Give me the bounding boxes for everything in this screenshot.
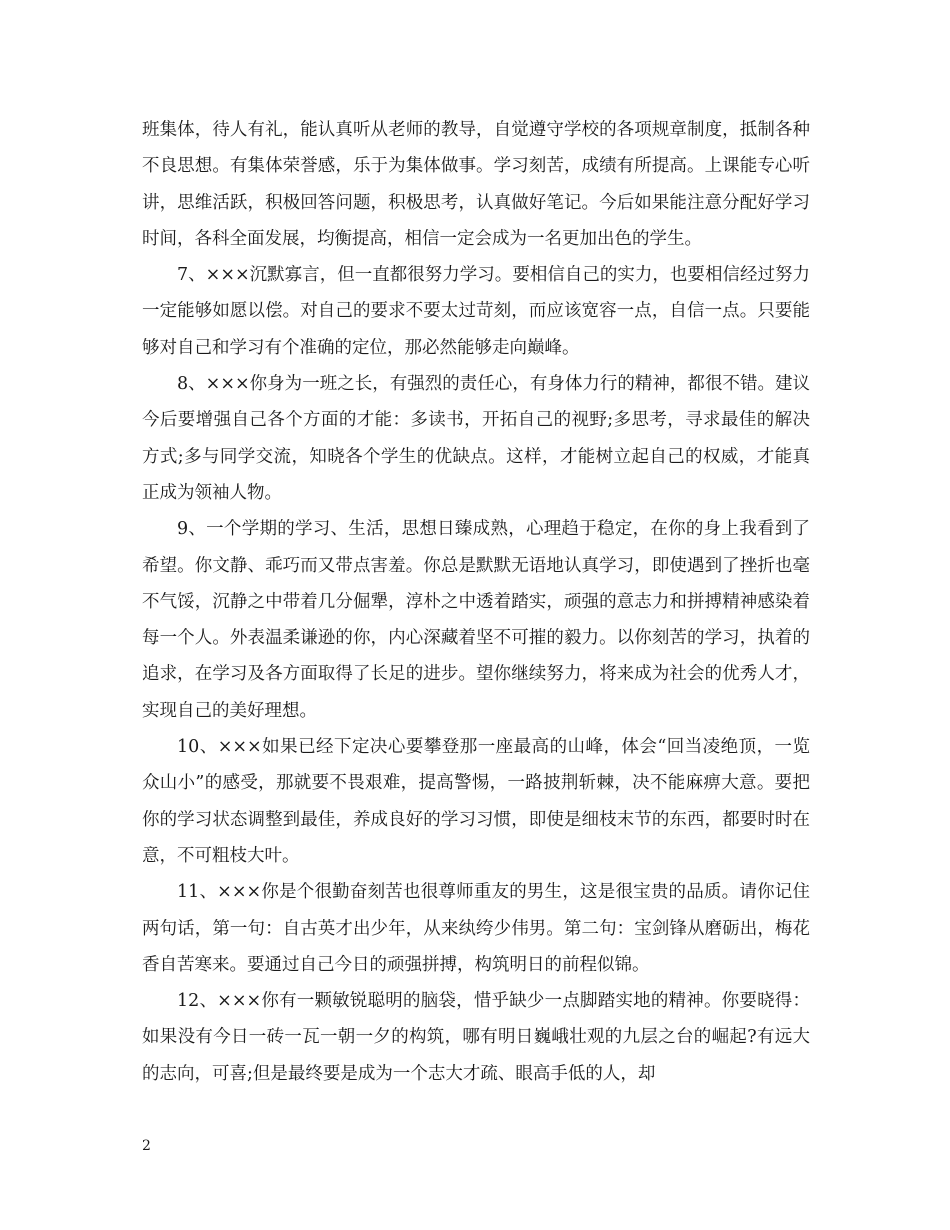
paragraph-9: 9、一个学期的学习、生活，思想日臻成熟，心理趋于稳定，在你的身上我看到了希望。你文静、乖巧而又带点害羞。你总是默默无语地认真学习，即使遇到了挫折也毫不气馁，沉静之中带着几分倔犟，淳朴之中透着踏实，顽强的意志力和拼搏精神感染着每一个人。外表温柔谦逊的你，内心深藏着坚不可摧的毅力。以你刻苦的学习，执着的追求，在学习及各方面取得了长足的进步。望你继续努力，将来成为社会的优秀人才，实现自己的美好理想。 [142,519,810,721]
paragraph-7: 7、×××沉默寡言，但一直都很努力学习。要相信自己的实力，也要相信经过努力一定能够如愿以偿。对自己的要求不要太过苛刻，而应该宽容一点，自信一点。只要能够对自己和学习有个准确的定位，那必然能够走向巅峰。 [142,265,810,358]
paragraph-continued: 班集体，待人有礼，能认真听从老师的教导，自觉遵守学校的各项规章制度，抵制各种不良思想。有集体荣誉感，乐于为集体做事。学习刻苦，成绩有所提高。上课能专心听讲，思维活跃，积极回答问题，积极思考，认真做好笔记。今后如果能注意分配好学习时间，各科全面发展，均衡提高，相信一定会成为一名更加出色的学生。 [142,120,810,249]
paragraph-10: 10、×××如果已经下定决心要攀登那一座最高的山峰，体会“回当凌绝顶，一览众山小”的感受，那就要不畏艰难，提高警惕，一路披荆斩棘，决不能麻痹大意。要把你的学习状态调整到最佳，养成良好的学习习惯，即使是细枝末节的东西，都要时时在意，不可粗枝大叶。 [142,737,810,866]
page-body [142,112,810,1092]
paragraph-12: 12、×××你有一颗敏锐聪明的脑袋，惜乎缺少一点脚踏实地的精神。你要晓得：如果没有今日一砖一瓦一朝一夕的构筑，哪有明日巍峨壮观的九层之台的崛起?有远大的志向，可喜;但是最终要是成为一个志大才疏、眼高手低的人，却 [142,991,810,1084]
page-number: 2 [142,1138,151,1154]
paragraph-11: 11、×××你是个很勤奋刻苦也很尊师重友的男生，这是很宝贵的品质。请你记住两句话，第一句：自古英才出少年，从来纨绔少伟男。第二句：宝剑锋从磨砺出，梅花香自苦寒来。要通过自己今日的顽强拼搏，构筑明日的前程似锦。 [142,882,810,975]
paragraph-8: 8、×××你身为一班之长，有强烈的责任心，有身体力行的精神，都很不错。建议今后要增强自己各个方面的才能：多读书，开拓自己的视野;多思考，寻求最佳的解决方式;多与同学交流，知晓各个学生的优缺点。这样，才能树立起自己的权威，才能真正成为领袖人物。 [142,374,810,503]
